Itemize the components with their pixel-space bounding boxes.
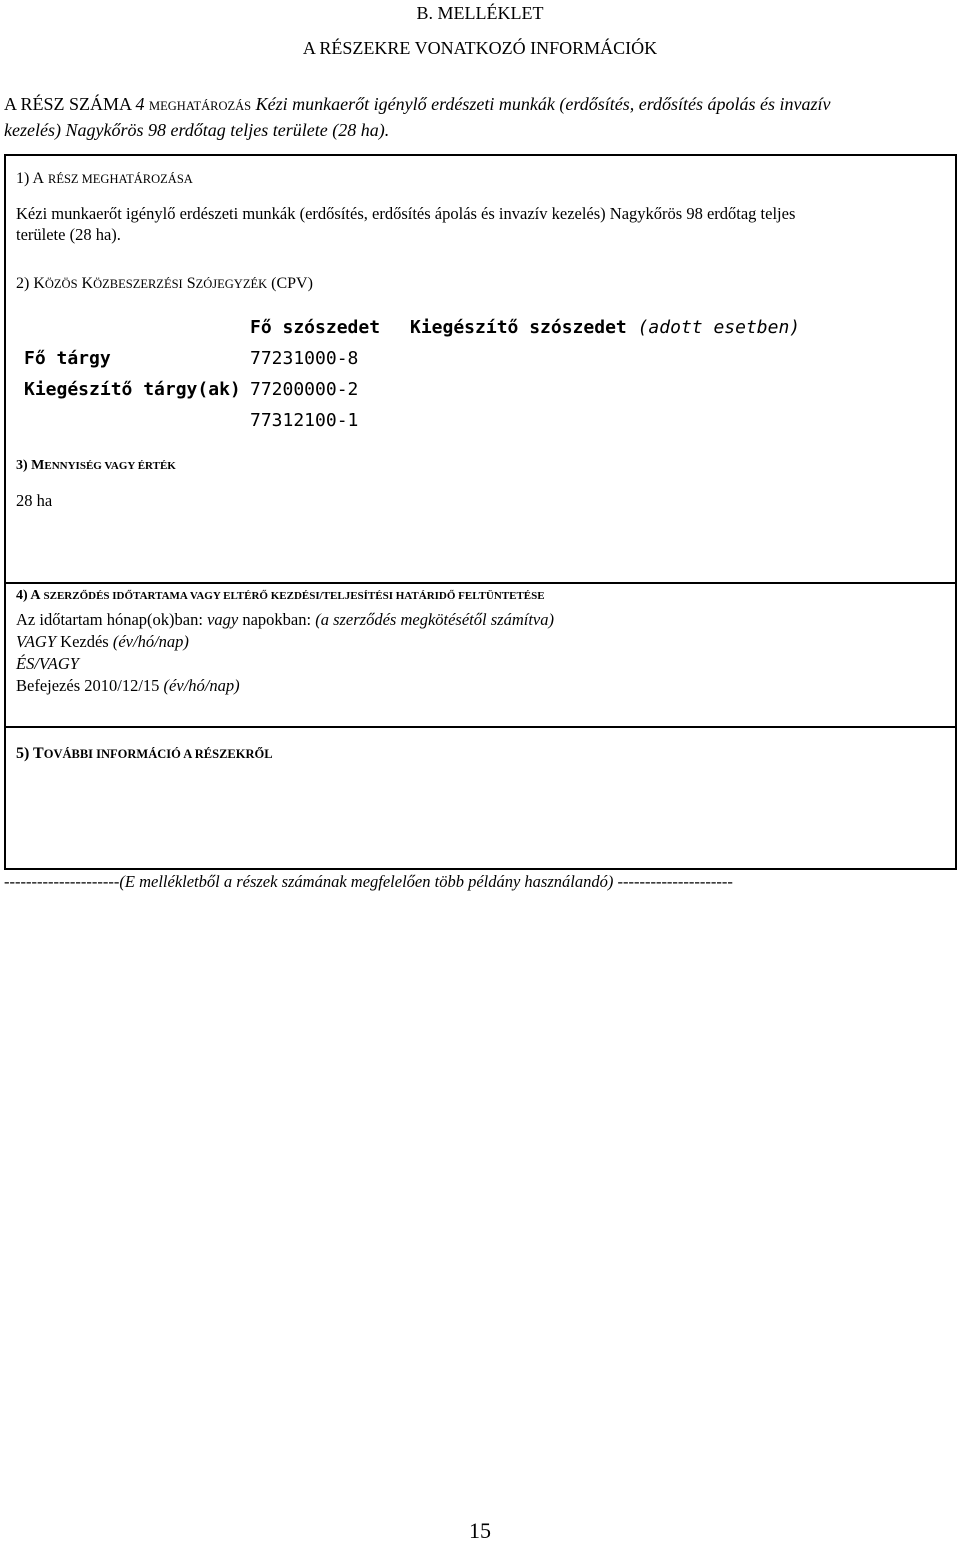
section4-line2: [16, 631, 189, 652]
cpv-row-supp-code-1: 77200000-2: [250, 379, 359, 400]
footer-note: ---------------------(E mellékletből a részek számának megfelelően több példány használandó) ---------------------: [4, 872, 733, 891]
cpv-col-supp-note: (adott esetben): [637, 317, 801, 338]
section2-t1: ÖZÖS: [44, 277, 78, 291]
cpv-col-main: Fő szószedet: [250, 317, 381, 338]
cpv-row-main-label: Fő tárgy: [24, 348, 111, 369]
section1-text-2: területe (28 ha).: [16, 225, 121, 244]
section1-text: [16, 203, 951, 245]
section4-l2a: VAGY: [16, 632, 57, 651]
section2-t2: K: [81, 275, 94, 292]
section2-t3: ÖZBESZERZÉSI: [93, 277, 183, 291]
cpv-col-supp-label: Kiegészítő szószedet: [410, 317, 627, 338]
section3-num: 3) M: [16, 458, 45, 473]
section5-title: [16, 745, 273, 763]
annex-title: B. MELLÉKLET: [416, 3, 544, 23]
part-number: 4: [135, 94, 145, 114]
cpv-row-supp-label: Kiegészítő tárgy(ak): [24, 379, 241, 400]
page-title: A RÉSZEKRE VONATKOZÓ INFORMÁCIÓK: [302, 38, 658, 58]
section5-num: 5) T: [16, 745, 44, 762]
section2-t6: (CPV): [271, 275, 313, 292]
part-desc-1: Kézi munkaerőt igénylő erdészeti munkák (erdősítés, erdősítés ápolás és invazív: [255, 94, 831, 114]
section4-line1: [16, 609, 554, 630]
page-number: 15: [469, 1518, 491, 1543]
part-desc-2: kezelés) Nagykőrös 98 erdőtag teljes területe (28 ha).: [4, 120, 390, 140]
section4-l1d: (a szerződés megkötésétől számítva): [315, 610, 554, 629]
section1-title-sc: RÉSZ MEGHATÁROZÁSA: [48, 172, 193, 186]
part-prefix: A RÉSZ SZÁMA: [4, 94, 132, 114]
part-line: [4, 92, 954, 142]
part-label: MEGHATÁROZÁS: [149, 99, 252, 113]
section2-t4: S: [186, 275, 196, 292]
section3-title-sc: ENNYISÉG VAGY ÉRTÉK: [44, 460, 176, 472]
section5-title-sc: OVÁBBI INFORMÁCIÓ A RÉSZEKRŐL: [43, 747, 273, 761]
section2-t5: ZÓJEGYZÉK: [195, 277, 268, 291]
section4-title: [16, 588, 545, 604]
section1-num: 1) A: [16, 170, 44, 187]
section3-title: [16, 458, 176, 474]
cpv-col-supp: [410, 317, 800, 338]
section3-value: 28 ha: [16, 491, 53, 510]
section4-line3: ÉS/VAGY: [16, 654, 79, 673]
section4-l4b: (év/hó/nap): [163, 676, 240, 695]
section4-l1c: napokban:: [242, 610, 312, 629]
section2-num: 2) K: [16, 275, 45, 292]
section4-l1a: Az időtartam hónap(ok)ban:: [16, 610, 203, 629]
cpv-row-main-code: 77231000-8: [250, 348, 359, 369]
section4-l1b: vagy: [207, 610, 239, 629]
section4-l4a: Befejezés 2010/12/15: [16, 676, 160, 695]
section4-l2b: Kezdés: [60, 632, 109, 651]
section1-text-1: Kézi munkaerőt igénylő erdészeti munkák (erdősítés, erdősítés ápolás és invazív kezelés) Nagykőrös 98 erdőtag teljes: [16, 204, 796, 223]
section4-num: 4) A: [16, 588, 41, 603]
section4-line4: [16, 675, 240, 696]
cpv-row-supp-code-2: 77312100-1: [250, 410, 359, 431]
section1-title: [16, 170, 193, 188]
section2-title: [16, 275, 313, 293]
section4-title-sc: SZERZŐDÉS IDŐTARTAMA VAGY ELTÉRŐ KEZDÉSI/TELJESÍTÉSI HATÁRIDŐ FELTÜNTETÉSE: [43, 590, 545, 602]
section4-l2c: (év/hó/nap): [112, 632, 189, 651]
